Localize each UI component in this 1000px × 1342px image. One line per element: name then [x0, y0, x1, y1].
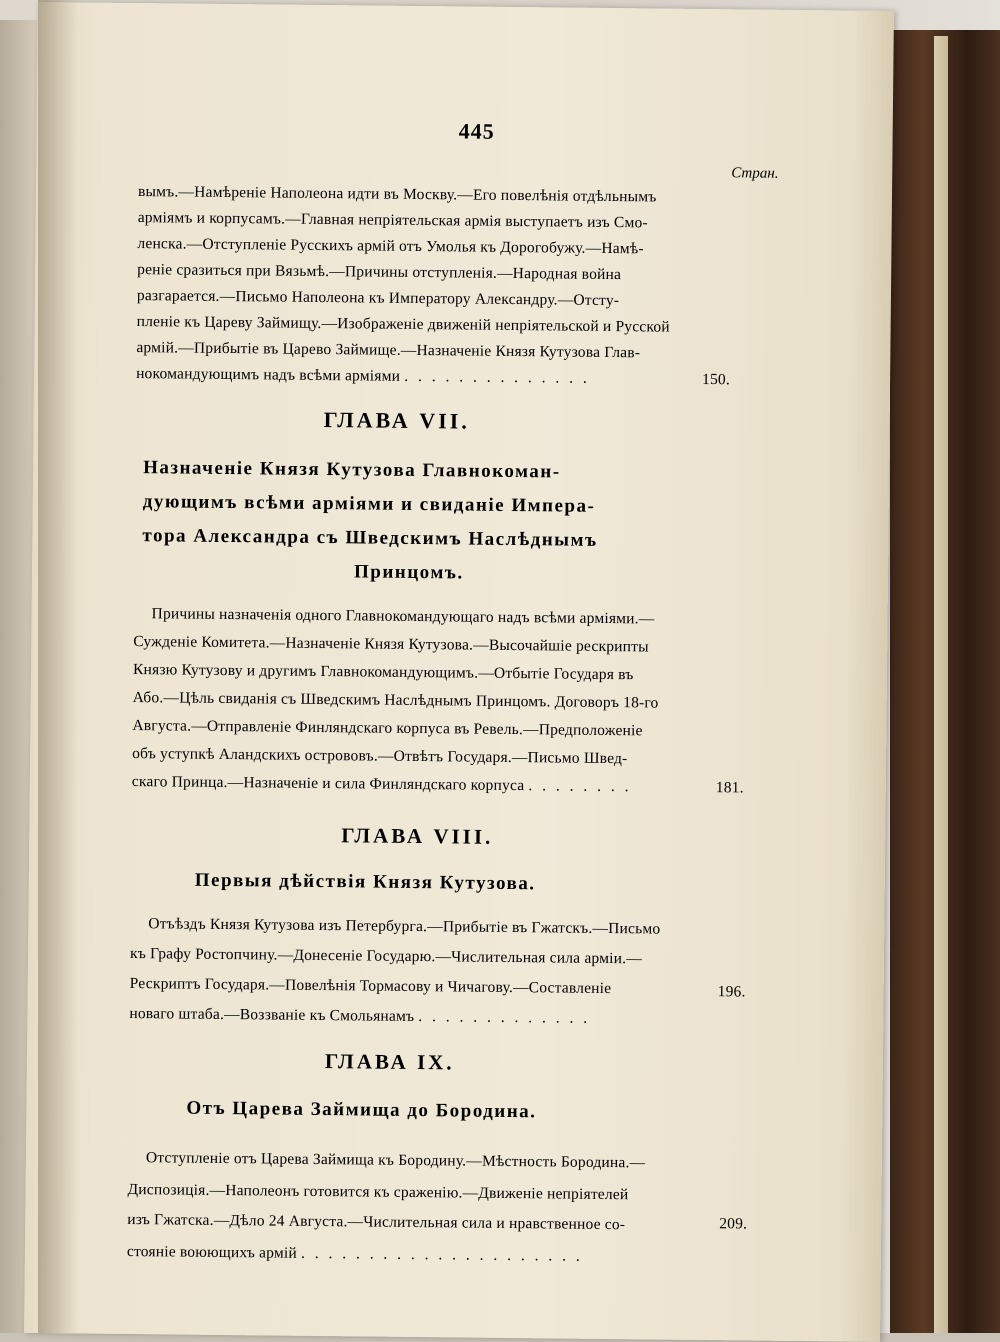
chapter-title-line: дующимъ всѣми арміями и свиданіе Импера- [142, 491, 596, 517]
toc-line: Отступленіе отъ Царева Займища къ Бородину.—Мѣстность Бородина.— [145, 1149, 646, 1172]
toc-line: изъ Гжатска.—Дѣло 24 Августа.—Числительная сила и нравственное со- [127, 1211, 626, 1234]
toc-line-text: нокомандующимъ надъ всѣми арміями [136, 365, 401, 385]
toc-line: къ Графу Ростопчину.—Донесеніе Государю.—Числительная сила арміи.— [129, 945, 643, 968]
toc-line [129, 1005, 590, 1028]
chapter-heading: ГЛАВА VIII. [341, 823, 494, 849]
page-reference: 150. [701, 370, 731, 389]
toc-line: вымъ.—Намѣреніе Наполеона идти въ Москву.—Его повелѣнія отдѣльнымъ [137, 183, 657, 206]
chapter-title-line: Отъ Царева Займища до Бородина. [186, 1097, 537, 1123]
toc-line: Отъѣздъ Князя Кутузова изъ Петербурга.—Прибытіе въ Гжатскъ.—Письмо [148, 915, 661, 938]
toc-line [127, 1243, 583, 1266]
toc-line: Князю Кутузову и другимъ Главнокомандующимъ.—Отбытіе Государя въ [132, 661, 634, 684]
leader-dots: . . . . . . . . . . . . . [418, 1008, 591, 1027]
toc-line: Або.—Цѣль свиданія съ Шведскимъ Наслѣднымъ Принцомъ. Договоръ 18-го [132, 689, 659, 712]
chapter-heading: ГЛАВА IX. [324, 1049, 455, 1075]
leader-dots: . . . . . . . . . . . . . . . . . . . . . [300, 1244, 583, 1265]
book-page [24, 2, 894, 1342]
toc-line: разгарается.—Письмо Наполеона къ Императору Александру.—Отсту- [136, 287, 620, 310]
toc-line: Августа.—Отправленіе Финляндскаго корпуса въ Ревель.—Предположеніе [132, 717, 643, 740]
page-reference: 196. [717, 983, 746, 1001]
toc-line: Сужденіе Комитета.—Назначеніе Князя Кутузова.—Высочайшіе рескрипты [133, 633, 649, 656]
chapter-title-line: тора Александра съ Шведскимъ Наслѣднымъ [142, 525, 598, 551]
toc-line [136, 365, 590, 388]
toc-line-text: новаго штаба.—Воззваніе къ Смольянамъ [129, 1005, 415, 1025]
chapter-heading: ГЛАВА VII. [323, 407, 470, 434]
toc-line: армій.—Прибытіе въ Царево Займище.—Назначеніе Князя Кутузова Глав- [136, 339, 641, 362]
page-number: 445 [458, 118, 495, 144]
leader-dots: . . . . . . . . . . . . . . [404, 367, 590, 387]
toc-line-text: скаго Принца.—Назначеніе и сила Финляндскаго корпуса [131, 773, 525, 795]
toc-line: пленіе къ Цареву Займищу.—Изображеніе движеній непріятельской и Русской [136, 313, 670, 336]
toc-line [132, 773, 632, 796]
page-reference: 181. [715, 779, 744, 797]
toc-line: реніе сразиться при Вязьмѣ.—Причины отступленія.—Народная война [137, 261, 622, 284]
page-edge [934, 36, 948, 1333]
toc-line: ленска.—Отступленіе Русскихъ армій отъ Умолья къ Дорогобужу.—Намѣ- [137, 235, 644, 258]
page-reference: 209. [719, 1215, 748, 1233]
page-gutter-shadow [38, 0, 78, 1333]
chapter-title-line: Назначеніе Князя Кутузова Главнокоман- [143, 457, 561, 483]
leader-dots: . . . . . . . . [528, 777, 632, 796]
toc-line: Диспозиція.—Наполеонъ готовится къ сраженію.—Движеніе непріятелей [127, 1181, 629, 1204]
toc-line: объ уступкѣ Аландскихъ острововъ.—Отвѣтъ Государя.—Письмо Швед- [132, 745, 628, 768]
chapter-title-line: Первыя дѣйствія Князя Кутузова. [194, 869, 536, 895]
pages-column-label: Стран. [731, 165, 779, 182]
chapter-title-line: Принцомъ. [353, 561, 464, 584]
toc-line: Рескриптъ Государя.—Повелѣнія Тормасову и Чичагову.—Составленіе [129, 975, 612, 998]
toc-line: арміямъ и корпусамъ.—Главная непріятельская армія выступаетъ изъ Смо- [137, 209, 648, 232]
toc-line: Причины назначенія одного Главнокомандующаго надъ всѣми арміями.— [151, 605, 655, 628]
toc-line-text: стояніе воюющихъ армій [126, 1243, 298, 1262]
